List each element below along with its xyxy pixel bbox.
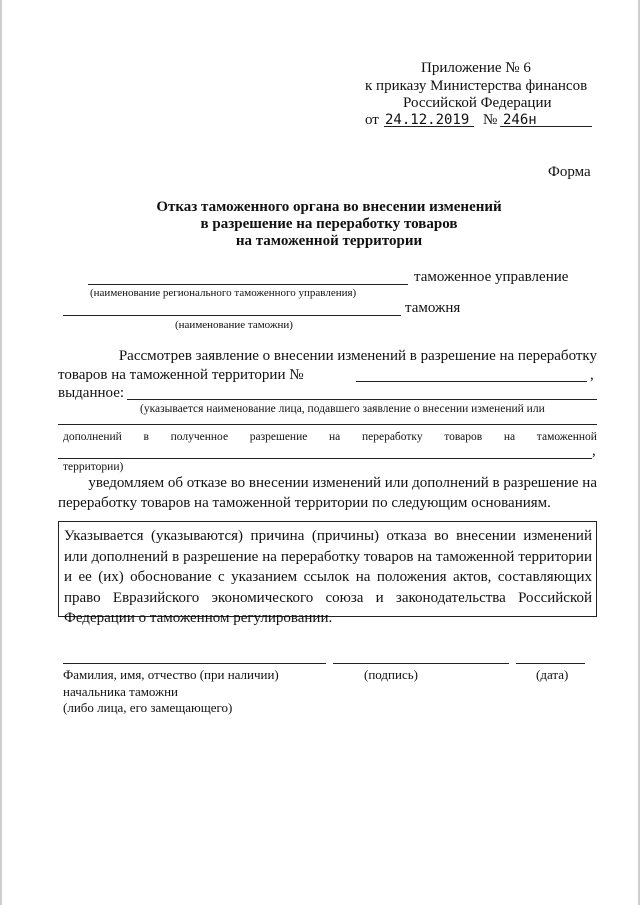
hint-word: полученное	[170, 431, 229, 443]
signature-label: (подпись)	[364, 667, 418, 682]
paragraph-line-1: Рассмотрев заявление о внесении изменений в разрешение на переработку	[118, 348, 597, 364]
notify-line-1: уведомляем об отказе во внесении изменений или дополнений в разрешение на	[88, 475, 597, 491]
reason-box: Указывается (указываются) причина (причины) отказа во внесении изменений или дополнений в разрешение на переработку товаров на таможенной территории и ее (их) обоснование с указанием ссылок на положения актов, составляющих право Евразийского экономического союза и законодательства Российской Федерации о таможенном регулировании.	[58, 521, 597, 617]
name-signature-line	[63, 663, 326, 664]
hint-word: переработку	[361, 431, 423, 443]
hint-word: товаров	[444, 431, 483, 443]
customs-suffix: таможня	[405, 300, 461, 316]
order-number-value: 246н	[503, 112, 537, 128]
territory-number-comma: ,	[590, 367, 594, 383]
title-line-1: Отказ таможенного органа во внесении изменений	[156, 199, 502, 215]
date-label: (дата)	[536, 667, 569, 682]
name-label-line-3: (либо лица, его замещающего)	[63, 700, 233, 715]
scan-edge-left	[0, 0, 2, 905]
title-line-3: на таможенной территории	[235, 233, 423, 249]
order-date-value: 24.12.2019	[385, 112, 470, 128]
applicant-hint-continuation	[63, 431, 597, 443]
name-label-line-1: Фамилия, имя, отчество (при наличии)	[63, 667, 279, 682]
hint-word: на	[329, 431, 341, 443]
number-label: №	[483, 112, 498, 128]
number-underline	[500, 126, 592, 127]
issued-label: выданное:	[58, 385, 125, 401]
title-line-2: в разрешение на переработку товаров	[200, 216, 458, 232]
paragraph-line-2-text: товаров на таможенной территории №	[58, 367, 304, 383]
customs-admin-hint: (наименование регионального таможенного управления)	[90, 287, 357, 299]
signature-line	[333, 663, 509, 664]
issued-field-line	[127, 399, 597, 400]
from-label: от	[365, 112, 379, 128]
applicant-line-2	[58, 424, 597, 425]
hint-word: таможенной	[536, 431, 597, 443]
name-label-line-2: начальника таможни	[63, 684, 179, 699]
territory-number-line	[356, 381, 587, 382]
date-underline	[384, 126, 474, 127]
applicant-comma: ,	[592, 443, 596, 459]
customs-hint: (наименование таможни)	[175, 319, 293, 331]
customs-admin-suffix: таможенное управление	[414, 269, 569, 285]
paragraph-line-2	[58, 367, 333, 384]
date-line	[516, 663, 585, 664]
hint-word: в	[143, 431, 149, 443]
issued-hint: (указывается наименование лица, подавшего заявление о внесении изменений или	[140, 403, 545, 415]
hint-end: территории)	[63, 461, 124, 473]
customs-field-line	[63, 315, 401, 316]
appendix-number: Приложение № 6	[421, 60, 531, 76]
hint-word: дополнений	[63, 431, 122, 443]
applicant-line-3	[58, 458, 592, 459]
hint-word: на	[503, 431, 516, 443]
customs-admin-field-line	[88, 284, 408, 285]
hint-word: разрешение	[249, 431, 308, 443]
federation-name: Российской Федерации	[403, 95, 552, 111]
form-label: Форма	[548, 164, 591, 180]
notify-line-2: переработку товаров на таможенной территории по следующим основаниям.	[58, 495, 551, 511]
order-reference: к приказу Министерства финансов	[365, 78, 588, 94]
